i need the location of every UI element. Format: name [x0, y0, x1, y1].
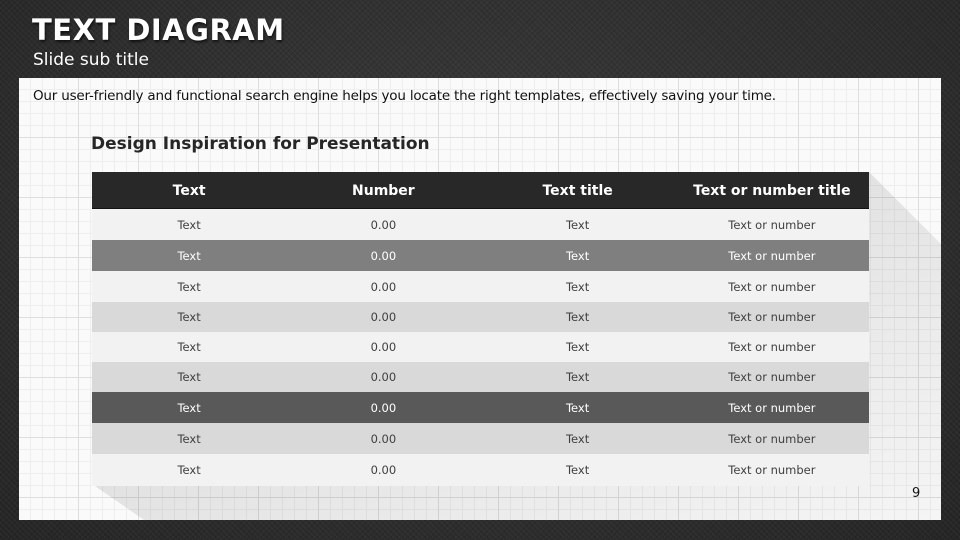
- table-cell: Text or number: [675, 302, 869, 332]
- table-cell: 0.00: [286, 454, 480, 486]
- table-row: [92, 332, 869, 362]
- content-panel: [19, 78, 941, 520]
- table-row: [92, 362, 869, 392]
- table-cell: Text: [92, 392, 286, 423]
- table-cell: 0.00: [286, 332, 480, 362]
- table-cell: Text or number: [675, 332, 869, 362]
- table-cell: Text: [481, 454, 675, 486]
- table-title: Design Inspiration for Presentation: [91, 134, 430, 154]
- table-cell: Text: [92, 240, 286, 271]
- table-cell: Text: [481, 392, 675, 423]
- table-row: [92, 454, 869, 486]
- table-cell: 0.00: [286, 271, 480, 302]
- table-cell: Text: [92, 271, 286, 302]
- table-cell: Text: [481, 302, 675, 332]
- header-cell-text-or-number-title: Text or number title: [675, 172, 869, 209]
- table-cell: 0.00: [286, 423, 480, 454]
- table-cell: Text: [481, 209, 675, 240]
- table-cell: Text: [92, 332, 286, 362]
- table-cell: 0.00: [286, 302, 480, 332]
- table-cell: Text or number: [675, 423, 869, 454]
- table-cell: Text: [92, 423, 286, 454]
- data-table: [92, 172, 869, 486]
- header-cell-text: Text: [92, 172, 286, 209]
- table-cell: Text: [481, 423, 675, 454]
- table-cell: Text: [481, 362, 675, 392]
- table-row-highlight: [92, 240, 869, 271]
- header-cell-text-title: Text title: [481, 172, 675, 209]
- table-cell: Text or number: [675, 240, 869, 271]
- table-cell: Text: [92, 454, 286, 486]
- slide-title: TEXT DIAGRAM: [32, 13, 285, 47]
- table-cell: Text or number: [675, 271, 869, 302]
- slide-subtitle: Slide sub title: [33, 50, 149, 70]
- table-cell: Text: [481, 332, 675, 362]
- table-row: [92, 423, 869, 454]
- table-row: [92, 209, 869, 240]
- table-cell: Text or number: [675, 362, 869, 392]
- table-cell: Text: [92, 362, 286, 392]
- table-cell: Text: [481, 240, 675, 271]
- table-cell: 0.00: [286, 362, 480, 392]
- table-cell: Text: [92, 302, 286, 332]
- table-cell: Text or number: [675, 392, 869, 423]
- table-cell: Text: [92, 209, 286, 240]
- slide-description: Our user-friendly and functional search engine helps you locate the right templates, effectively saving your time.: [33, 88, 776, 104]
- header-cell-number: Number: [286, 172, 480, 209]
- table-cell: 0.00: [286, 392, 480, 423]
- table-row: [92, 271, 869, 302]
- table-cell: 0.00: [286, 240, 480, 271]
- table-cell: 0.00: [286, 209, 480, 240]
- table-cell: Text: [481, 271, 675, 302]
- page-number: 9: [912, 486, 921, 501]
- table-header-row: [92, 172, 869, 209]
- table-cell: Text or number: [675, 454, 869, 486]
- table-row: [92, 302, 869, 332]
- table-row-highlight: [92, 392, 869, 423]
- table-cell: Text or number: [675, 209, 869, 240]
